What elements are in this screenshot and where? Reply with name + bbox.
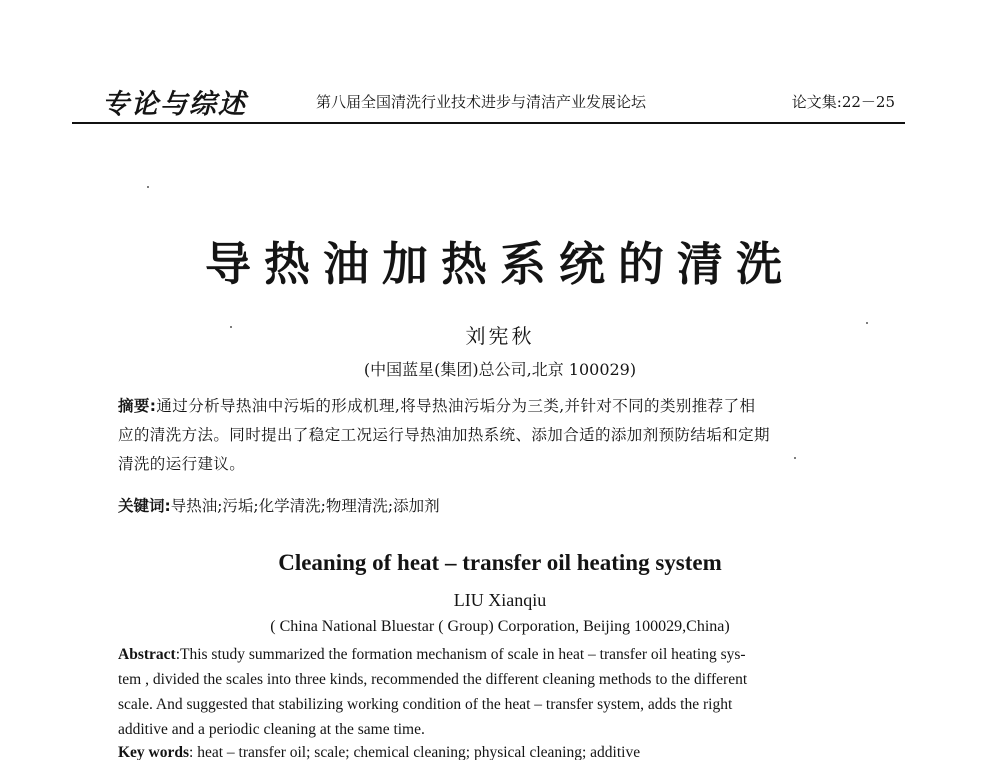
keywords-en-text: : heat – transfer oil; scale; chemical cleaning; physical cleaning; additive [189, 744, 641, 760]
scan-speck [230, 326, 232, 328]
abstract-zh-label: 摘要: [118, 397, 157, 415]
keywords-en-label: Key words [118, 744, 190, 760]
abstract-zh [118, 392, 860, 479]
keywords-zh [118, 494, 440, 516]
abstract-zh-line: 清洗的运行建议。 [118, 455, 246, 473]
scan-speck [794, 457, 796, 459]
forum-name: 第八届全国清洗行业技术进步与清洁产业发展论坛 [316, 93, 647, 111]
paper-title-zh: 导热油加热系统的清洗 [205, 237, 795, 291]
abstract-zh-text: 通过分析导热油中污垢的形成机理,将导热油污垢分为三类,并针对不同的类别推荐了相 [156, 397, 756, 415]
abstract-en-text: :This study summarized the formation mechanism of scale in heat – transfer oil heating sys- [175, 646, 746, 663]
abstract-zh-line: 应的清洗方法。同时提出了稳定工况运行导热油加热系统、添加合适的添加剂预防结垢和定期 [118, 426, 770, 444]
scan-speck [866, 322, 868, 324]
abstract-zh-line [118, 392, 860, 421]
keywords-zh-text: 导热油;污垢;化学清洗;物理清洗;添加剂 [170, 497, 440, 515]
running-header [72, 78, 905, 124]
affiliation-en: ( China National Bluestar ( Group) Corporation, Beijing 100029,China) [270, 618, 730, 635]
abstract-en-line [118, 642, 860, 667]
section-label: 专论与综述 [102, 89, 247, 120]
keywords-en [118, 744, 640, 760]
affiliation-zh: (中国蓝星(集团)总公司,北京 100029) [363, 360, 637, 379]
paper-title-en: Cleaning of heat – transfer oil heating system [278, 550, 722, 575]
abstract-en-line: tem , divided the scales into three kinds, recommended the different cleaning methods to the different [118, 671, 748, 688]
scan-speck [147, 186, 149, 188]
abstract-en-label: Abstract [118, 646, 176, 663]
author-en: LIU Xianqiu [453, 590, 547, 610]
abstract-en [118, 642, 860, 742]
keywords-zh-label: 关键词: [118, 497, 171, 515]
author-zh: 刘宪秋 [465, 324, 535, 348]
page-range: 论文集:22－25 [791, 93, 895, 111]
abstract-en-line: scale. And suggested that stabilizing working condition of the heat – transfer system, adds the right [118, 696, 733, 713]
abstract-en-line: additive and a periodic cleaning at the same time. [118, 721, 425, 738]
